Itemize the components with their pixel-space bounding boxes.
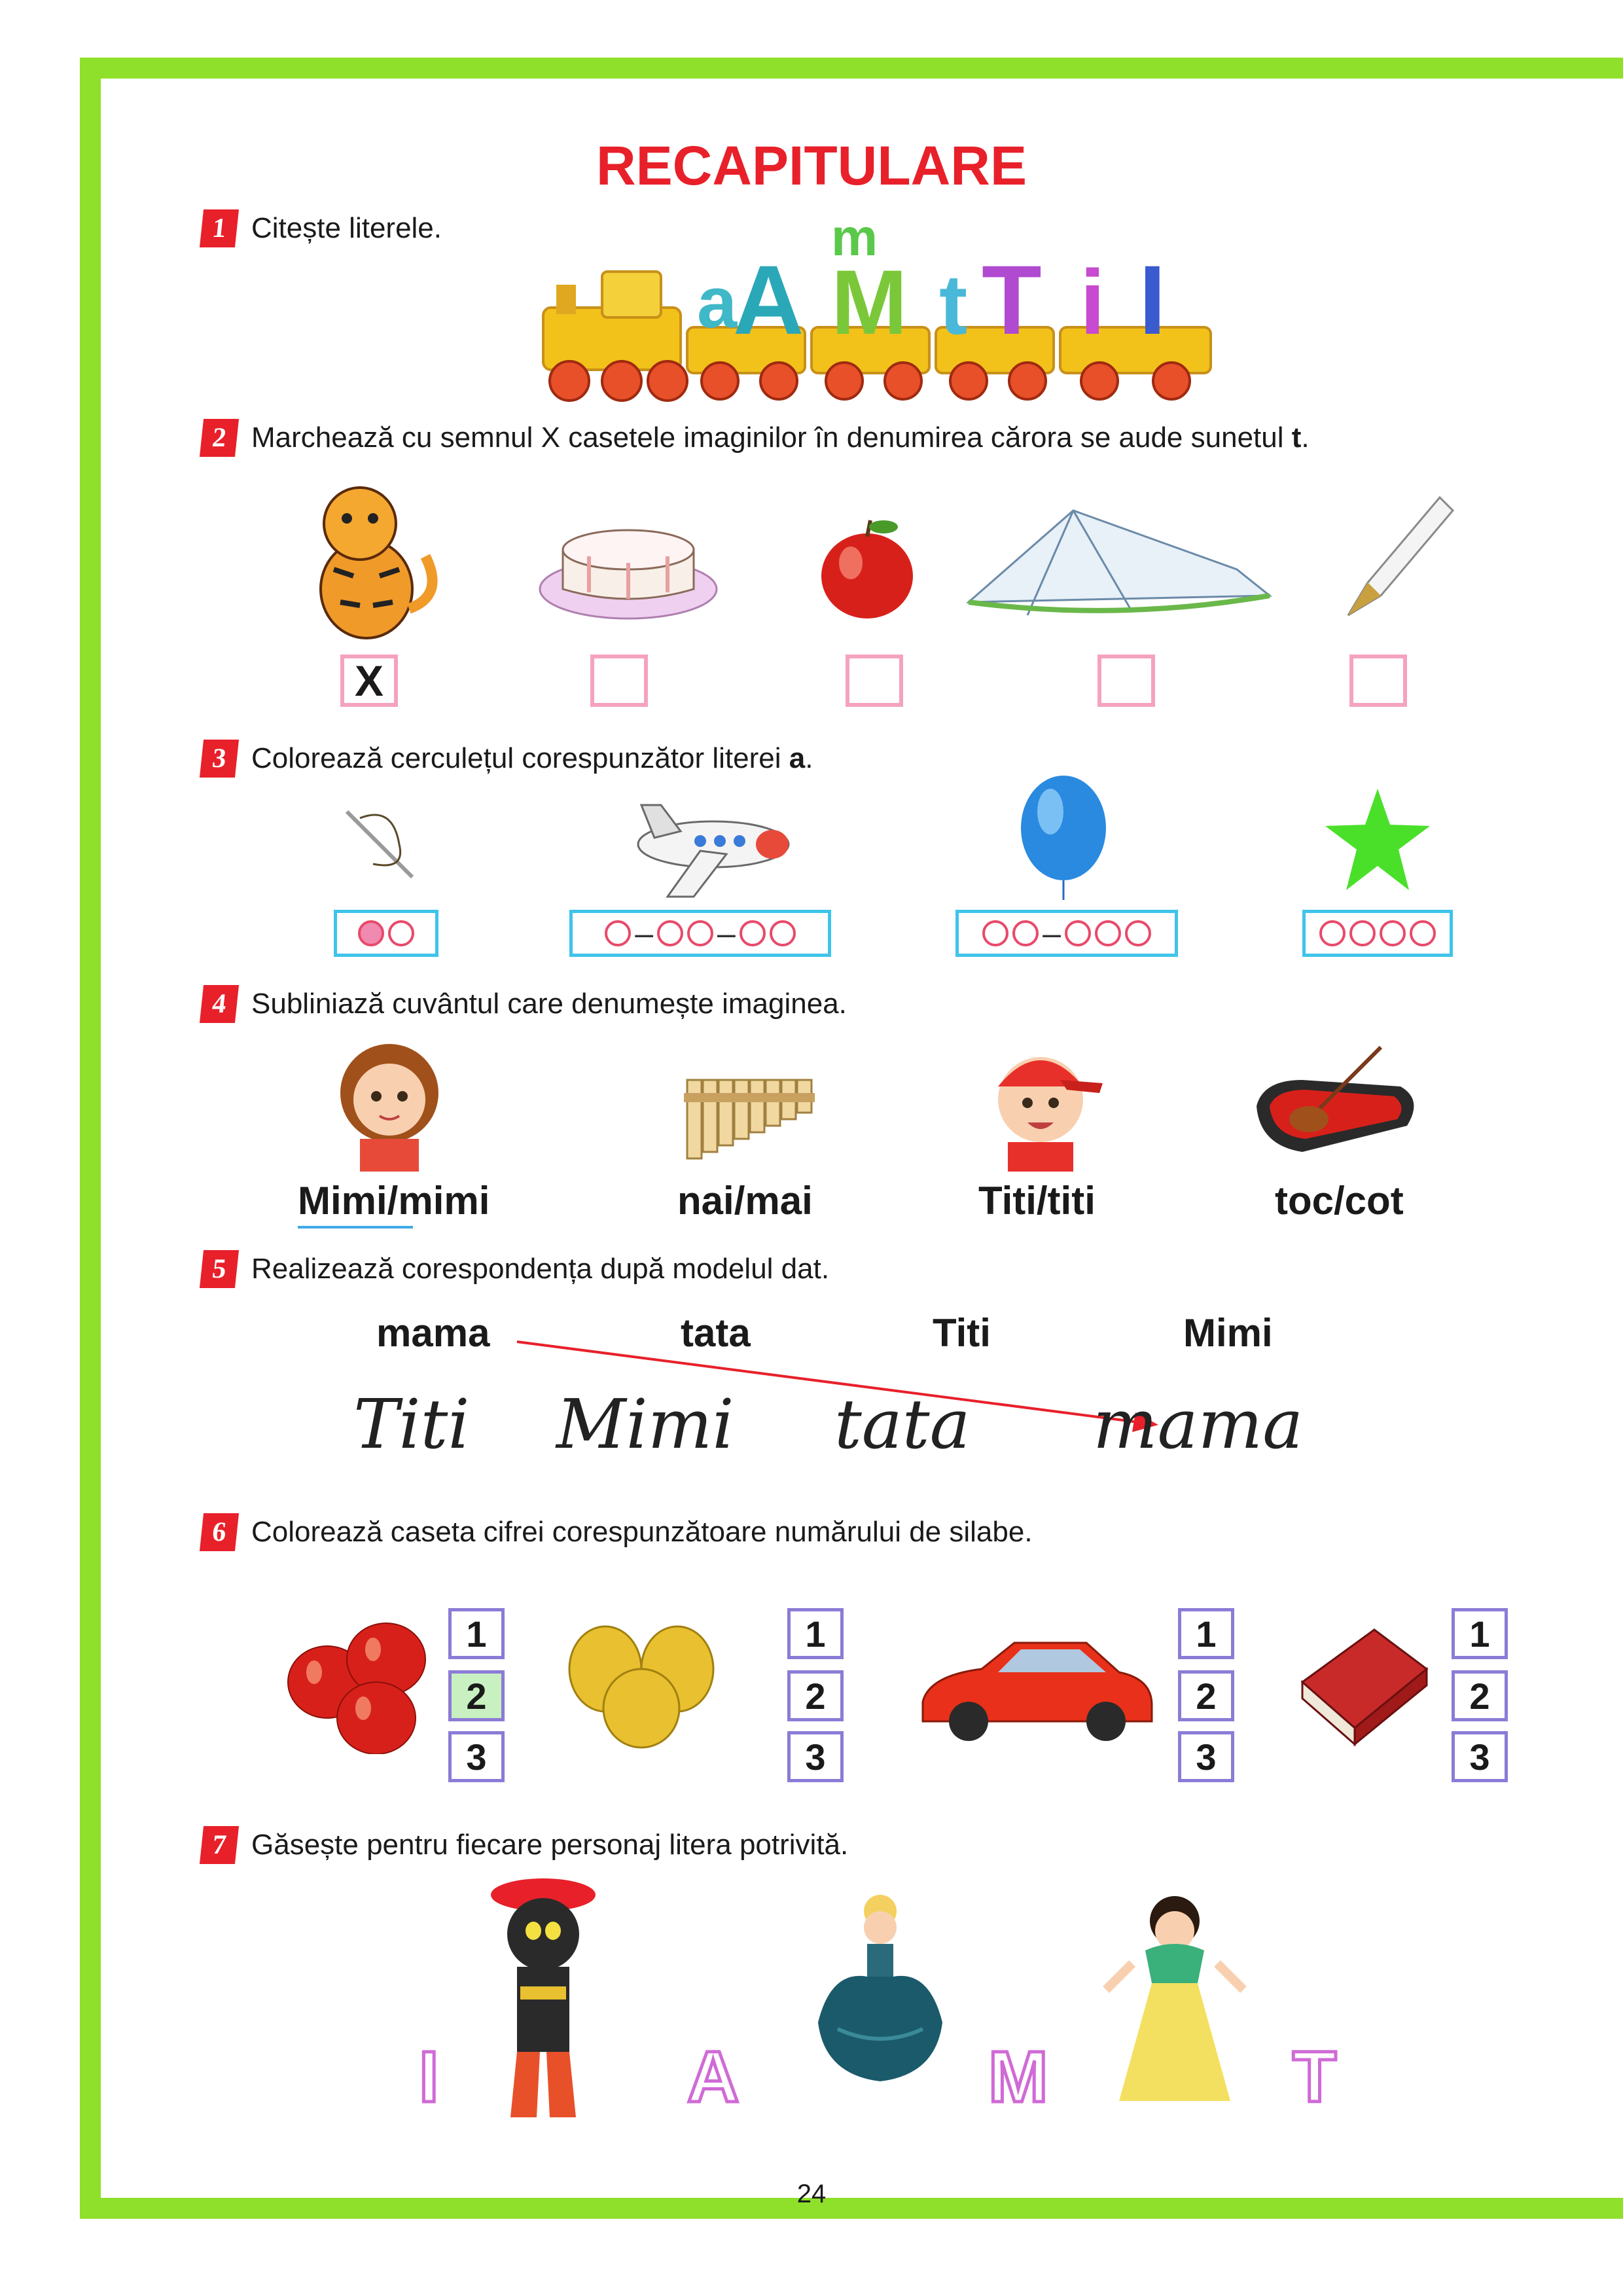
instruction-text: .: [1301, 422, 1310, 454]
instruction-bold-letter: t: [1291, 422, 1302, 454]
cake-image: [537, 504, 720, 622]
digit-box[interactable]: 3: [787, 1731, 844, 1782]
instruction-text: Colorează cerculețul corespunzător literei: [251, 742, 789, 774]
word-option-pair[interactable]: toc/cot: [1275, 1179, 1404, 1223]
empty-circle[interactable]: [1349, 920, 1376, 946]
empty-circle[interactable]: [1410, 920, 1436, 946]
train-letter: I: [1139, 245, 1166, 355]
print-word[interactable]: tata: [681, 1311, 751, 1355]
page-title: RECAPITULARE: [596, 135, 1027, 196]
digit-box[interactable]: 2: [787, 1670, 844, 1721]
train-letter: M: [831, 251, 908, 353]
page-number: 24: [796, 2179, 827, 2208]
exercise-number-badge: 5: [200, 1250, 239, 1288]
balloon-image: [1014, 772, 1113, 903]
digit-box[interactable]: 3: [448, 1731, 505, 1782]
exercise-6-header: [202, 1513, 1033, 1551]
digit-box-colored[interactable]: 2: [448, 1670, 505, 1721]
answer-checkbox[interactable]: [1097, 655, 1155, 707]
star-image: [1322, 785, 1433, 897]
exercise-instruction: Colorează caseta cifrei corespunzătoare numărului de silabe.: [251, 1516, 1033, 1548]
letter-option[interactable]: M: [988, 2037, 1048, 2117]
print-word[interactable]: Mimi: [1183, 1311, 1273, 1355]
instruction-text: Marchează cu semnul X casetele imaginilor în denumirea cărora se aude sunetul: [251, 422, 1292, 454]
exercise-number-badge: 1: [200, 209, 239, 247]
cursive-word[interactable]: Mimi: [556, 1384, 734, 1464]
exercise-instruction: Citește literele.: [251, 212, 442, 244]
tent-image: [962, 497, 1276, 628]
digit-box[interactable]: 2: [1178, 1670, 1234, 1721]
syllable-circles-avion: – –: [569, 910, 831, 957]
fountain-pen-image: [1329, 484, 1459, 628]
train-letter: A: [733, 245, 804, 355]
apple-image: [812, 511, 923, 622]
empty-circle[interactable]: [1125, 920, 1151, 946]
empty-circle[interactable]: [982, 920, 1008, 946]
exercise-instruction: Găsește pentru fiecare personaj litera potrivită.: [251, 1829, 849, 1861]
exercise-number-badge: 4: [200, 985, 239, 1023]
print-word[interactable]: Titi: [933, 1311, 991, 1355]
cursive-word[interactable]: mama: [1093, 1384, 1304, 1464]
empty-circle[interactable]: [1065, 920, 1091, 946]
empty-circle[interactable]: [605, 920, 631, 946]
exercise-instruction: [251, 742, 813, 775]
empty-circle[interactable]: [687, 920, 713, 946]
train-letter: a: [697, 262, 738, 343]
digit-box[interactable]: 3: [1178, 1731, 1234, 1782]
exercise-7-header: [202, 1826, 848, 1864]
instruction-text: .: [805, 742, 813, 774]
boy-image: [975, 1034, 1106, 1172]
train-letter: m: [831, 209, 878, 266]
apples-image: [281, 1610, 432, 1754]
exercise-instruction: Realizează corespondența după modelul dat.: [251, 1253, 830, 1285]
quinces-image: [563, 1610, 720, 1754]
digit-box[interactable]: 1: [1178, 1608, 1234, 1659]
letter-train-image: [524, 209, 1237, 406]
empty-circle[interactable]: [388, 920, 414, 946]
filled-circle[interactable]: [358, 920, 384, 946]
panpipe-image: [681, 1073, 831, 1165]
empty-circle[interactable]: [1095, 920, 1121, 946]
answer-checkbox[interactable]: [590, 655, 648, 707]
digit-box[interactable]: 2: [1452, 1670, 1508, 1721]
princess-teal-dress-image: [805, 1885, 955, 2094]
empty-circle[interactable]: [770, 920, 796, 946]
needle-thread-image: [334, 798, 432, 890]
x-mark: X: [354, 656, 384, 705]
empty-circle[interactable]: [1319, 920, 1346, 946]
car-image: [916, 1623, 1158, 1748]
word-option-pair[interactable]: Mimi/mimi: [298, 1179, 490, 1223]
empty-circle[interactable]: [1012, 920, 1039, 946]
exercise-4-header: [202, 985, 847, 1023]
instruction-bold-letter: a: [789, 742, 806, 774]
digit-box[interactable]: 1: [448, 1608, 505, 1659]
word-option-pair[interactable]: Titi/titi: [978, 1179, 1096, 1223]
exercise-5-header: [202, 1250, 829, 1288]
syllable-circles-balon: –: [955, 910, 1178, 957]
train-letter: t: [939, 257, 968, 352]
syllable-circles-stea: [1302, 910, 1453, 957]
empty-circle[interactable]: [1380, 920, 1406, 946]
exercise-instruction: Subliniază cuvântul care denumește imaginea.: [251, 988, 847, 1020]
cursive-word[interactable]: tata: [834, 1384, 971, 1464]
tiger-image: [294, 478, 445, 641]
letter-option[interactable]: T: [1293, 2037, 1337, 2117]
cursive-word[interactable]: Titi: [353, 1384, 470, 1464]
exercise-instruction: [251, 422, 1310, 454]
letter-option[interactable]: I: [419, 2037, 439, 2117]
exercise-3-header: [202, 740, 813, 778]
girl-image: [334, 1041, 445, 1172]
print-word[interactable]: mama: [376, 1311, 490, 1355]
underline-mark: [298, 1226, 413, 1229]
empty-circle[interactable]: [657, 920, 683, 946]
exercise-number-badge: 6: [200, 1513, 239, 1551]
book-image: [1289, 1617, 1433, 1748]
violin-case-image: [1250, 1008, 1427, 1178]
snow-white-image: [1093, 1892, 1257, 2108]
exercise-number-badge: 3: [200, 740, 239, 778]
digit-box[interactable]: 1: [1452, 1608, 1508, 1659]
digit-box[interactable]: 3: [1452, 1731, 1508, 1782]
digit-box[interactable]: 1: [787, 1608, 844, 1659]
train-letter: i: [1080, 251, 1105, 353]
syllable-circles-ac: [334, 910, 438, 957]
word-option-pair[interactable]: nai/mai: [677, 1179, 813, 1223]
exercise-number-badge: 2: [200, 419, 239, 457]
exercise-2-header: [202, 419, 1310, 457]
answer-checkbox[interactable]: [1349, 655, 1407, 707]
airplane-image: [628, 792, 798, 903]
empty-circle[interactable]: [740, 920, 766, 946]
answer-checkbox[interactable]: [846, 655, 903, 707]
exercise-number-badge: 7: [200, 1826, 239, 1864]
train-letter: T: [982, 245, 1042, 355]
puss-in-boots-image: [471, 1875, 622, 2124]
answer-checkbox[interactable]: [340, 655, 398, 707]
letter-option[interactable]: A: [687, 2037, 740, 2117]
exercise-1-header: [202, 209, 442, 247]
